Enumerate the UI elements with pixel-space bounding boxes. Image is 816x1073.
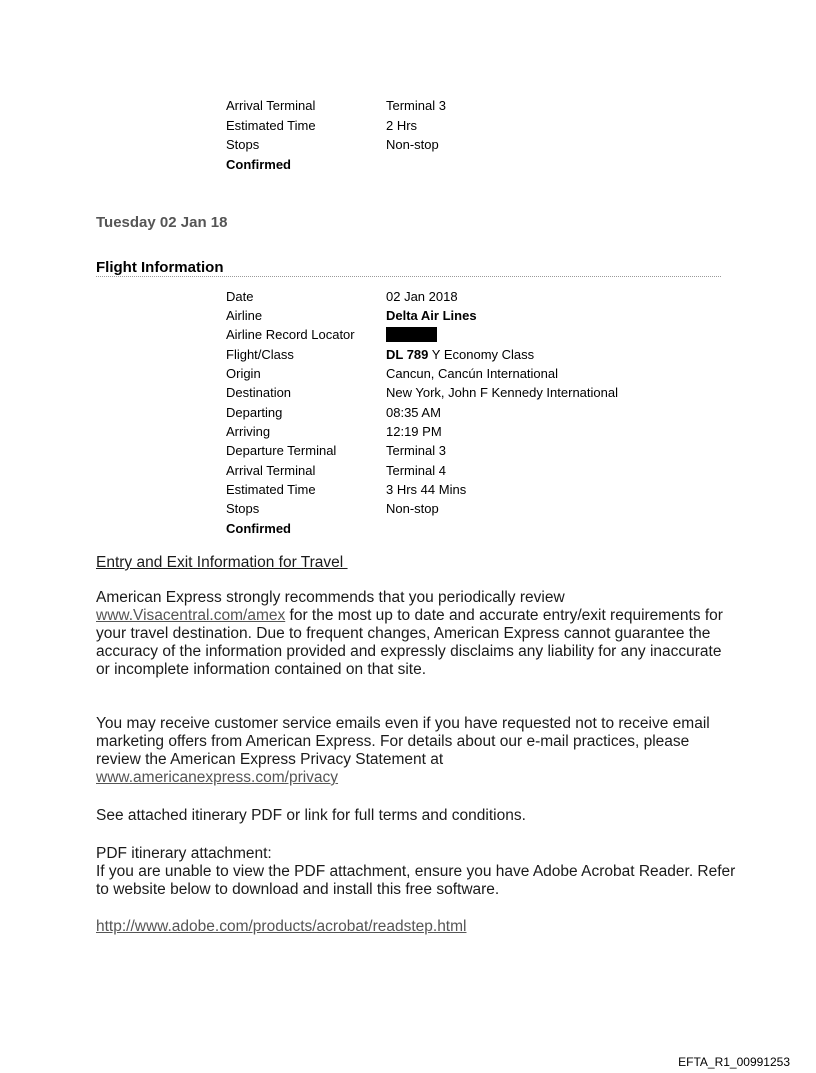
detail-label: Stops xyxy=(226,137,260,152)
detail-label: Arriving xyxy=(226,424,271,439)
detail-label: Airline xyxy=(226,308,263,323)
entry-exit-body: for the most up to date and accurate entry/exit requirements for your travel destination. Due to frequent changes, American Express cannot guarantee the accuracy of the information provided and expressly disclaims any liability for any inaccurate or incomplete information contained on that site. xyxy=(96,607,723,678)
redaction-box xyxy=(386,327,437,342)
detail-label: Estimated Time xyxy=(226,482,316,497)
attached-note: See attached itinerary PDF or link for full terms and conditions. xyxy=(96,807,526,824)
day-heading: Tuesday 02 Jan 18 xyxy=(96,214,228,231)
detail-label: Origin xyxy=(226,366,261,381)
detail-value: 2 Hrs xyxy=(386,118,418,133)
detail-value: 08:35 AM xyxy=(386,405,441,420)
pdf-paragraph xyxy=(96,845,736,899)
entry-exit-heading: Entry and Exit Information for Travel xyxy=(96,554,348,571)
detail-value: Cancun, Cancún International xyxy=(386,366,559,381)
detail-label: Estimated Time xyxy=(226,118,316,133)
status-confirmed: Confirmed xyxy=(226,521,291,536)
detail-value: 3 Hrs 44 Mins xyxy=(386,482,467,497)
privacy-link[interactable]: www.americanexpress.com/privacy xyxy=(96,769,339,786)
detail-value: Terminal 3 xyxy=(386,98,446,113)
detail-label: Arrival Terminal xyxy=(226,463,316,478)
document-id: EFTA_R1_00991253 xyxy=(678,1055,790,1069)
detail-value xyxy=(386,327,437,343)
entry-exit-paragraph xyxy=(96,589,736,679)
detail-value: Terminal 3 xyxy=(386,443,446,458)
detail-label: Arrival Terminal xyxy=(226,98,316,113)
detail-value: 12:19 PM xyxy=(386,424,442,439)
detail-label: Destination xyxy=(226,385,292,400)
detail-label: Stops xyxy=(226,501,260,516)
privacy-text: You may receive customer service emails even if you have requested not to receive email marketing offers from American Express. For details about our e-mail practices, please review the American Express Privacy Statement at xyxy=(96,715,710,768)
detail-label: Date xyxy=(226,289,254,304)
detail-value: New York, John F Kennedy International xyxy=(386,385,618,400)
detail-label: Departing xyxy=(226,405,283,420)
detail-value: Non-stop xyxy=(386,501,439,516)
adobe-link[interactable]: http://www.adobe.com/products/acrobat/readstep.html xyxy=(96,918,467,935)
visacentral-link[interactable]: www.Visacentral.com/amex xyxy=(96,607,286,624)
airline-name: Delta Air Lines xyxy=(386,308,477,323)
detail-value: Non-stop xyxy=(386,137,439,152)
flight-number: DL 789 xyxy=(386,347,429,362)
detail-value xyxy=(386,347,534,363)
pdf-title: PDF itinerary attachment: xyxy=(96,845,272,862)
entry-exit-intro: American Express strongly recommends that you periodically review xyxy=(96,589,565,606)
cabin-class: Y Economy Class xyxy=(428,347,535,362)
section-title: Flight Information xyxy=(96,259,224,276)
prev-status-confirmed: Confirmed xyxy=(226,157,291,172)
section-divider xyxy=(96,276,721,277)
detail-label: Flight/Class xyxy=(226,347,294,362)
detail-label: Airline Record Locator xyxy=(226,327,355,342)
adobe-link-paragraph xyxy=(96,918,736,936)
privacy-paragraph xyxy=(96,715,736,787)
detail-value: Terminal 4 xyxy=(386,463,446,478)
pdf-text: If you are unable to view the PDF attachment, ensure you have Adobe Acrobat Reader. Refer to website below to download and install this free software. xyxy=(96,863,736,898)
detail-value: 02 Jan 2018 xyxy=(386,289,458,304)
detail-label: Departure Terminal xyxy=(226,443,337,458)
